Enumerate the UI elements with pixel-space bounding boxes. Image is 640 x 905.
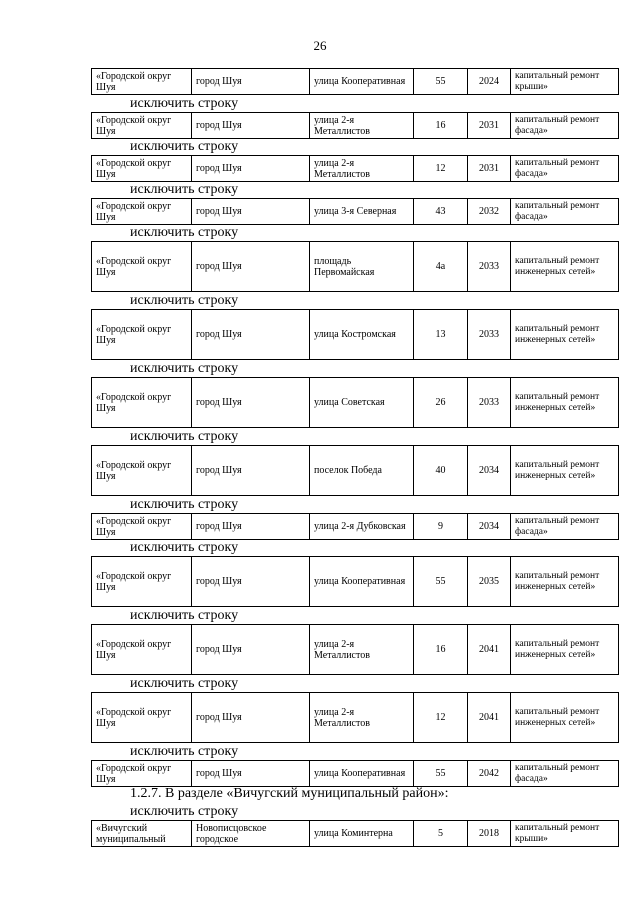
settlement-cell: город Шуя	[192, 625, 310, 675]
table-row	[92, 378, 619, 428]
settlement-cell: город Шуя	[192, 69, 310, 95]
year-cell: 2033	[468, 310, 511, 360]
house-cell: 55	[414, 557, 468, 607]
work-cell: капитальный ремонт инженерных сетей»	[511, 310, 619, 360]
settlement-cell: город Шуя	[192, 113, 310, 139]
table-row	[92, 446, 619, 496]
street-cell: поселок Победа	[310, 446, 414, 496]
exclude-line-note: исключить строку	[130, 497, 239, 512]
year-cell: 2018	[468, 821, 511, 847]
house-cell: 5	[414, 821, 468, 847]
section-heading: 1.2.7. В разделе «Вичугский муниципальный район»:	[130, 786, 449, 801]
year-cell: 2033	[468, 242, 511, 292]
exclude-line-note: исключить строку	[130, 608, 239, 623]
work-cell: капитальный ремонт фасада»	[511, 514, 619, 540]
work-cell: капитальный ремонт инженерных сетей»	[511, 625, 619, 675]
work-cell: капитальный ремонт фасада»	[511, 761, 619, 787]
exclude-line-note: исключить строку	[130, 96, 239, 111]
record-table	[91, 692, 619, 743]
year-cell: 2035	[468, 557, 511, 607]
work-cell: капитальный ремонт инженерных сетей»	[511, 242, 619, 292]
district-cell: «Городской округ Шуя	[92, 557, 192, 607]
work-cell: капитальный ремонт фасада»	[511, 199, 619, 225]
house-cell: 55	[414, 69, 468, 95]
street-cell: улица 2-я Металлистов	[310, 156, 414, 182]
settlement-cell: город Шуя	[192, 446, 310, 496]
street-cell: улица Костромская	[310, 310, 414, 360]
exclude-line-note: исключить строку	[130, 139, 239, 154]
street-cell: улица 2-я Металлистов	[310, 693, 414, 743]
settlement-cell: город Шуя	[192, 199, 310, 225]
record-table	[91, 760, 619, 787]
year-cell: 2042	[468, 761, 511, 787]
settlement-cell: город Шуя	[192, 557, 310, 607]
street-cell: улица Кооперативная	[310, 557, 414, 607]
work-cell: капитальный ремонт крыши»	[511, 821, 619, 847]
year-cell: 2031	[468, 156, 511, 182]
settlement-cell: город Шуя	[192, 761, 310, 787]
exclude-line-note: исключить строку	[130, 540, 239, 555]
record-table	[91, 309, 619, 360]
year-cell: 2031	[468, 113, 511, 139]
table-row	[92, 761, 619, 787]
record-table	[91, 820, 619, 847]
table-row	[92, 821, 619, 847]
work-cell: капитальный ремонт крыши»	[511, 69, 619, 95]
district-cell: «Городской округ Шуя	[92, 113, 192, 139]
settlement-cell: город Шуя	[192, 310, 310, 360]
house-cell: 12	[414, 693, 468, 743]
exclude-line-note: исключить строку	[130, 429, 239, 444]
house-cell: 40	[414, 446, 468, 496]
work-cell: капитальный ремонт инженерных сетей»	[511, 557, 619, 607]
settlement-cell: город Шуя	[192, 378, 310, 428]
table-row	[92, 69, 619, 95]
house-cell: 43	[414, 199, 468, 225]
table-row	[92, 310, 619, 360]
record-table	[91, 445, 619, 496]
house-cell: 16	[414, 113, 468, 139]
district-cell: «Городской округ Шуя	[92, 693, 192, 743]
table-row	[92, 199, 619, 225]
year-cell: 2034	[468, 446, 511, 496]
exclude-line-note: исключить строку	[130, 182, 239, 197]
table-row	[92, 514, 619, 540]
district-cell: «Городской округ Шуя	[92, 242, 192, 292]
street-cell: улица 2-я Дубковская	[310, 514, 414, 540]
record-table	[91, 112, 619, 139]
settlement-cell: Новописцовское городское	[192, 821, 310, 847]
exclude-line-note: исключить строку	[130, 804, 239, 819]
table-row	[92, 113, 619, 139]
work-cell: капитальный ремонт фасада»	[511, 113, 619, 139]
house-cell: 12	[414, 156, 468, 182]
house-cell: 16	[414, 625, 468, 675]
district-cell: «Городской округ Шуя	[92, 514, 192, 540]
district-cell: «Городской округ Шуя	[92, 69, 192, 95]
table-row	[92, 625, 619, 675]
page-number: 26	[313, 38, 327, 53]
district-cell: «Городской округ Шуя	[92, 446, 192, 496]
table-row	[92, 242, 619, 292]
record-table	[91, 377, 619, 428]
exclude-line-note: исключить строку	[130, 744, 239, 759]
exclude-line-note: исключить строку	[130, 293, 239, 308]
work-cell: капитальный ремонт инженерных сетей»	[511, 693, 619, 743]
district-cell: «Городской округ Шуя	[92, 199, 192, 225]
record-table	[91, 513, 619, 540]
settlement-cell: город Шуя	[192, 242, 310, 292]
street-cell: улица 2-я Металлистов	[310, 625, 414, 675]
settlement-cell: город Шуя	[192, 514, 310, 540]
street-cell: улица 2-я Металлистов	[310, 113, 414, 139]
district-cell: «Городской округ Шуя	[92, 761, 192, 787]
street-cell: улица Коминтерна	[310, 821, 414, 847]
work-cell: капитальный ремонт фасада»	[511, 156, 619, 182]
exclude-line-note: исключить строку	[130, 225, 239, 240]
settlement-cell: город Шуя	[192, 156, 310, 182]
street-cell: улица Кооперативная	[310, 761, 414, 787]
year-cell: 2041	[468, 693, 511, 743]
street-cell: улица Кооперативная	[310, 69, 414, 95]
house-cell: 9	[414, 514, 468, 540]
record-table	[91, 556, 619, 607]
house-cell: 13	[414, 310, 468, 360]
record-table	[91, 241, 619, 292]
table-row	[92, 693, 619, 743]
house-cell: 26	[414, 378, 468, 428]
district-cell: «Городской округ Шуя	[92, 310, 192, 360]
district-cell: «Городской округ Шуя	[92, 625, 192, 675]
record-table	[91, 198, 619, 225]
year-cell: 2033	[468, 378, 511, 428]
year-cell: 2024	[468, 69, 511, 95]
house-cell: 55	[414, 761, 468, 787]
street-cell: улица 3-я Северная	[310, 199, 414, 225]
house-cell: 4а	[414, 242, 468, 292]
record-table	[91, 68, 619, 95]
work-cell: капитальный ремонт инженерных сетей»	[511, 446, 619, 496]
year-cell: 2034	[468, 514, 511, 540]
district-cell: «Городской округ Шуя	[92, 156, 192, 182]
record-table	[91, 624, 619, 675]
exclude-line-note: исключить строку	[130, 676, 239, 691]
table-row	[92, 156, 619, 182]
settlement-cell: город Шуя	[192, 693, 310, 743]
year-cell: 2041	[468, 625, 511, 675]
record-table	[91, 155, 619, 182]
work-cell: капитальный ремонт инженерных сетей»	[511, 378, 619, 428]
table-row	[92, 557, 619, 607]
street-cell: площадь Первомайская	[310, 242, 414, 292]
street-cell: улица Советская	[310, 378, 414, 428]
district-cell: «Вичугский муниципальный	[92, 821, 192, 847]
year-cell: 2032	[468, 199, 511, 225]
district-cell: «Городской округ Шуя	[92, 378, 192, 428]
exclude-line-note: исключить строку	[130, 361, 239, 376]
